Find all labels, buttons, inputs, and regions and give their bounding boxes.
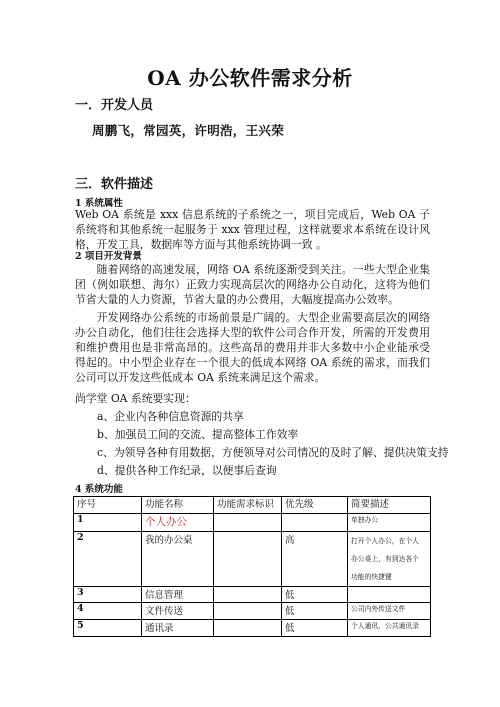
background-paragraph-1: 随着网络的高速发展，网络 OA 系统逐渐受到关注。一些大型企业集团（例如联想、海尔）正致力实现高层次的网络办公自动化，这将为他们节省大量的人力资源，节省大量的办公费用，大幅度提高办公效率。: [75, 263, 430, 306]
row-desc-line: 个人通讯、公共通讯录: [351, 622, 419, 630]
row-num: 4: [74, 603, 142, 620]
row-num: 3: [74, 587, 142, 603]
header-desc: 简要描述: [348, 497, 431, 514]
realize-item-c: c、为领导各种有用数据，方便领导对公司情况的及时了解、提供决策支持: [97, 446, 449, 459]
row-desc: [348, 603, 431, 620]
row-desc-line: 办公桌上，有到达各个: [351, 555, 419, 563]
realize-item-a: a、企业内各种信息资源的共享: [97, 410, 244, 423]
table-row: [74, 603, 431, 620]
background-paragraph-2: 开发网络办公系统的市场前景是广阔的。大型企业需要高层次的网络办公自动化，他们往往会选择大型的软件公司合作开发，所需的开发费用和维护费用也是非常高昂的。这些高昂的费用并非大多数中小企业能承受得起的。中小型企业存在一个很大的低成本网络 OA 系统的需求，而我们公司可以开发这些低成本 OA 系统来满足这个需求。: [75, 311, 430, 384]
row-num: 1: [74, 514, 142, 532]
row-id: [214, 514, 282, 532]
row-desc-line: 公司内外传送文件: [351, 605, 406, 613]
row-name: 信息管理: [142, 587, 214, 603]
row-desc: [348, 532, 431, 587]
table-row: [74, 587, 431, 603]
row-name: 我的办公桌: [142, 532, 214, 587]
row-name: 文件传送: [142, 603, 214, 620]
row-desc: [348, 620, 431, 637]
header-id: 功能需求标识: [214, 497, 282, 514]
row-name-text: 个人办公: [145, 516, 187, 528]
subheading-background: 2 项目开发背景: [75, 251, 142, 262]
section-heading-developers: 一．开发人员: [75, 98, 154, 113]
document-title: OA 办公软件需求分析: [147, 66, 353, 90]
header-num: 序号: [74, 497, 142, 514]
row-priority: 低: [282, 620, 348, 637]
row-desc: [348, 514, 431, 532]
row-priority: 低: [282, 587, 348, 603]
row-priority: 高: [282, 532, 348, 587]
row-id: [214, 603, 282, 620]
row-num: 2: [74, 532, 142, 587]
realize-item-d: d、提供各种工作纪录，以便事后查询: [97, 464, 277, 477]
realize-item-b: b、加强员工间的交流、提高整体工作效率: [97, 428, 299, 441]
table-row: [74, 532, 431, 587]
row-desc-line: 单独办公: [351, 516, 379, 524]
row-name: [142, 514, 214, 532]
realize-intro: 尚学堂 OA 系统要实现：: [75, 392, 196, 405]
row-priority: [282, 514, 348, 532]
row-desc-line: 功能的快捷键: [351, 573, 392, 581]
row-priority: 低: [282, 603, 348, 620]
section-heading-description: 三．软件描述: [75, 177, 154, 192]
row-id: [214, 532, 282, 587]
table-row: [74, 620, 431, 637]
row-id: [214, 587, 282, 603]
system-attributes-text: Web OA 系统是 xxx 信息系统的子系统之一，项目完成后，Web OA 子系统将和其他系统一起服务于 xxx 管理过程，这样就要求本系统在设计风格，开发工具，数据库等方面与其他系统协调一致 。: [75, 208, 430, 251]
table-row: [74, 514, 431, 532]
row-desc: [348, 587, 431, 603]
header-name: 功能名称: [142, 497, 214, 514]
row-id: [214, 620, 282, 637]
function-table: [73, 496, 431, 637]
developer-names: 周鹏飞，常园英，许明浩，王兴荣: [92, 123, 285, 138]
row-num: 5: [74, 620, 142, 637]
table-header-row: [74, 497, 431, 514]
subheading-system-attributes: 1 系统属性: [75, 198, 123, 209]
header-priority: 优先级: [282, 497, 348, 514]
row-desc-line: 打开个人办公，在个人: [351, 537, 419, 545]
subheading-functions: 4 系统功能: [75, 484, 123, 495]
row-name: 通讯录: [142, 620, 214, 637]
